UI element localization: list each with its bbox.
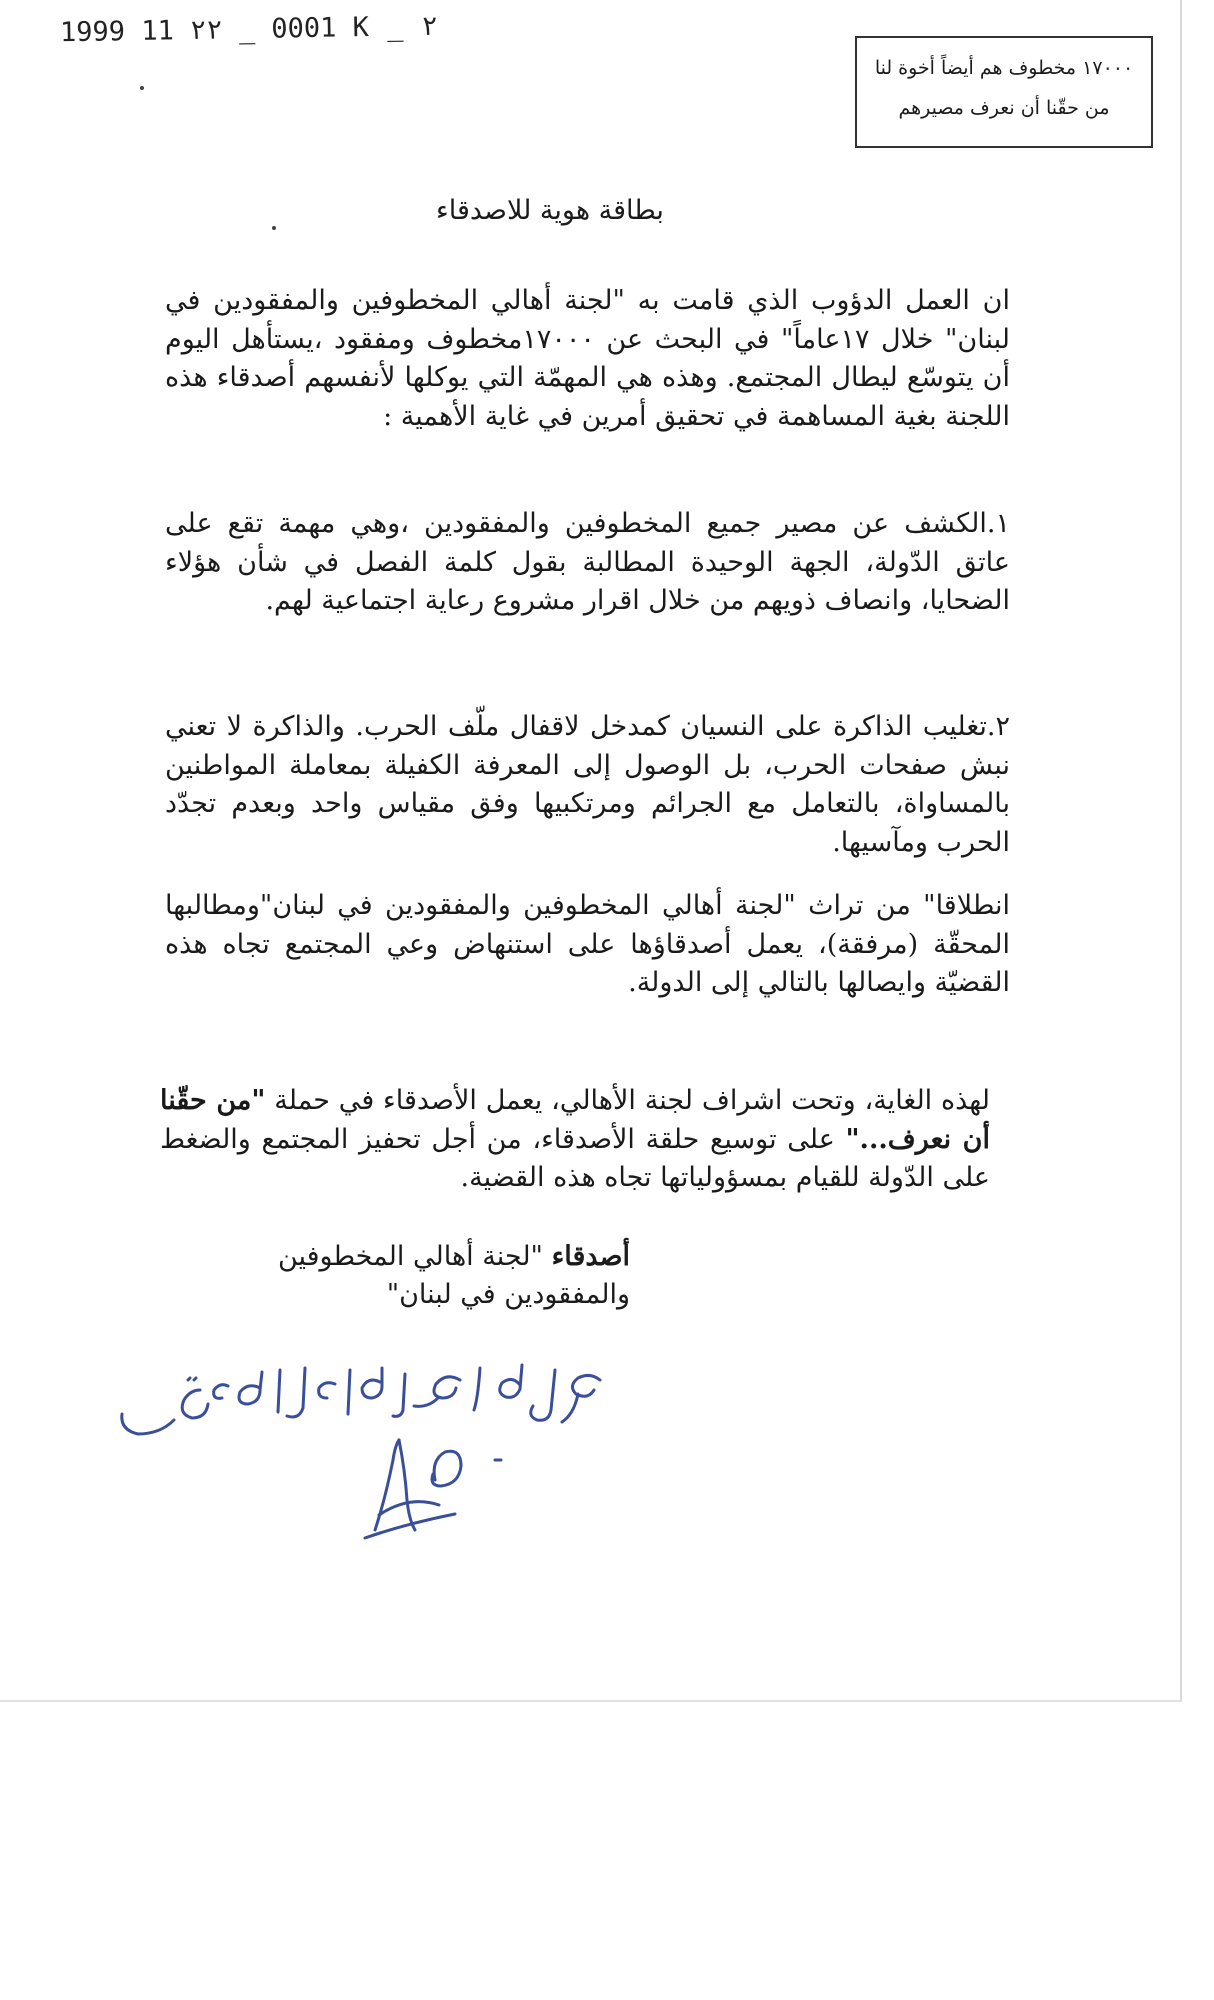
campaign-name: "من حقّنا أن نعرف..."	[160, 1085, 990, 1155]
document-title: بطاقة هوية للاصدقاء	[436, 195, 664, 226]
campaign-text-after: على توسيع حلقة الأصدقاء، من أجل تحفيز المجتمع والضغط على الدّولة للقيام بمسؤولياتها تجاه هذه القضية.	[160, 1123, 990, 1193]
signature-line-2: والمفقودين في لبنان"	[386, 1279, 630, 1310]
reference-code: 1999 11 ۲۲ _ 0001 K _ ۲	[59, 10, 439, 49]
campaign-text-before: لهذه الغاية، وتحت اشراف لجنة الأهالي، يعمل الأصدقاء في حملة	[265, 1085, 990, 1116]
speck-mark	[272, 226, 276, 230]
speck-mark	[140, 86, 144, 90]
paragraph-campaign	[160, 1082, 990, 1198]
handwritten-signature	[355, 1420, 535, 1550]
paragraph-point-1: ١.الكشف عن مصير جميع المخطوفين والمفقودين ،وهي مهمة تقع على عاتق الدّولة، الجهة الوحيدة المطالبة بقول كلمة الفصل في شأن هؤلاء الضحايا، وانصاف ذويهم من خلال اقرار مشروع رعاية اجتماعية لهم.	[165, 508, 1010, 616]
signature-lead: أصدقاء	[551, 1241, 630, 1272]
stamp-line-2: من حقّنا أن نعرف مصيرهم	[898, 97, 1110, 119]
signature-block	[170, 1238, 630, 1314]
signature-org-part-1: "لجنة أهالي المخطوفين	[277, 1241, 552, 1272]
signature-line-1	[170, 1238, 630, 1276]
paragraph-intro: ان العمل الدؤوب الذي قامت به "لجنة أهالي المخطوفين والمفقودين في لبنان" خلال ١٧عاماً" في البحث عن ١٧٠٠٠مخطوف ومفقود ،يستأهل اليوم أن يتوسّع ليطال المجتمع. وهذه هي المهمّة التي يوكلها لأنفسهم أصدقاء هذه اللجنة بغية المساهمة في تحقيق أمرين في غاية الأهمية :	[165, 285, 1010, 432]
paragraph-point-2: ٢.تغليب الذاكرة على النسيان كمدخل لاقفال ملّف الحرب. والذاكرة لا تعني نبش صفحات الحرب، بل الوصول إلى المعرفة الكفيلة بمعاملة المواطنين بالمساواة، بالتعامل مع الجرائم ومرتكبيها وفق مقياس واحد وبعدم تجدّد الحرب ومآسيها.	[165, 711, 1010, 858]
stamp-line-1: ١٧٠٠٠ مخطوف هم أيضاً أخوة لنا	[874, 57, 1134, 79]
stamp-box	[855, 36, 1153, 148]
paragraph-heritage: انطلاقا" من تراث "لجنة أهالي المخطوفين والمفقودين في لبنان"ومطالبها المحقّة (مرفقة)، يعمل أصدقاؤها على استنهاض وعي المجتمع تجاه هذه القضيّة وايصالها بالتالي إلى الدولة.	[165, 890, 1010, 998]
